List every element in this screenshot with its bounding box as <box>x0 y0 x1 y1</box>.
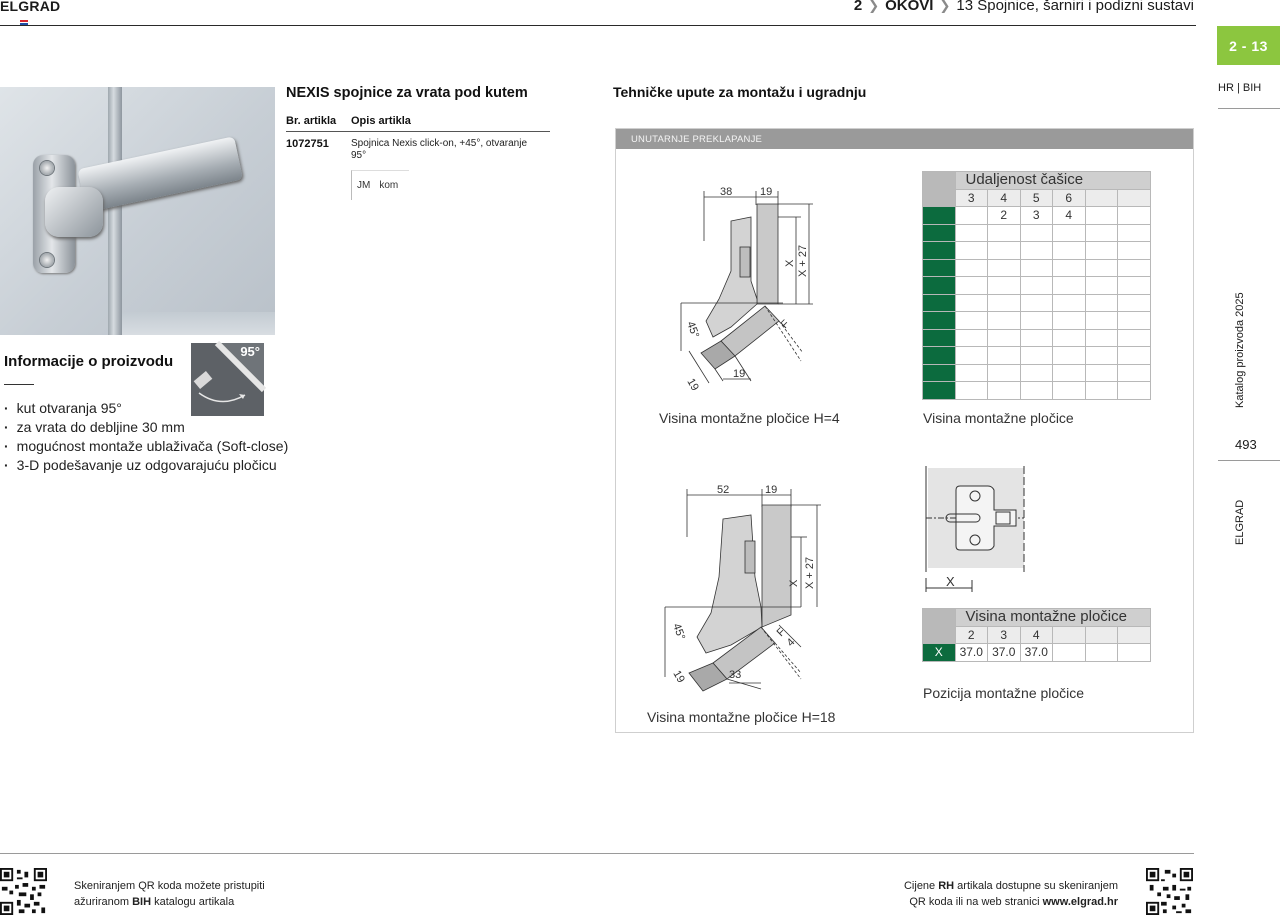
breadcrumb-section[interactable]: Spojnice, šarniri i podizni sustavi <box>977 0 1194 14</box>
table-cell: 5 <box>1020 189 1053 207</box>
dim-label: X <box>784 259 796 267</box>
chevron-right-icon: ❯ <box>939 0 951 13</box>
unit-box <box>351 170 409 200</box>
product-title: NEXIS spojnice za vrata pod kutem <box>286 85 528 101</box>
page-number: 493 <box>1235 437 1257 452</box>
footer-right-text <box>904 878 1118 910</box>
caption: Visina montažne pločice <box>923 410 1074 426</box>
dim-label: 45° <box>670 621 688 642</box>
footer-line: Cijene RH artikala dostupne su skeniranjem <box>903 880 1118 892</box>
side-brand: ELGRAD <box>1234 499 1246 545</box>
table-cell: 3 <box>988 626 1021 644</box>
footer-left-text <box>74 878 265 910</box>
footer-line: QR koda ili na web stranici www.elgrad.hr <box>909 896 1118 908</box>
product-photo <box>0 87 275 359</box>
language-label: HR | BIH <box>1218 82 1262 94</box>
qr-code-icon[interactable] <box>1146 868 1193 915</box>
table-cell: 2 <box>988 207 1021 225</box>
table-cell: 4 <box>1020 626 1053 644</box>
table-cell: 2 <box>955 626 988 644</box>
drawing-2-labels <box>651 477 861 697</box>
caption: Visina montažne pločice H=4 <box>659 410 840 426</box>
list-item: · mogućnost montaže ublaživača (Soft-close) <box>4 437 288 456</box>
screw-icon <box>40 161 54 175</box>
dim-label: 45° <box>684 319 702 340</box>
info-title: Informacije o proizvodu <box>4 353 174 370</box>
table-row-label: X <box>923 644 956 662</box>
dim-label: F <box>778 317 792 332</box>
screw-icon <box>40 253 54 267</box>
feature-list <box>4 399 288 475</box>
dim-label: 38 <box>720 186 733 198</box>
plate-position-drawing <box>922 464 1032 599</box>
list-item: · 3-D podešavanje uz odgovarajuću pločicu <box>4 456 288 475</box>
dim-label: 19 <box>733 368 746 380</box>
dim-label: 4 <box>784 636 798 650</box>
table-cell: 4 <box>988 189 1021 207</box>
breadcrumb-chapter-number[interactable]: 2 <box>853 0 863 14</box>
table-cell: 37.0 <box>955 644 988 662</box>
dim-label: X + 27 <box>804 556 816 589</box>
dim-label: 33 <box>729 669 742 681</box>
side-divider <box>1218 460 1280 461</box>
caption: Pozicija montažne pločice <box>923 685 1085 701</box>
table-cell: 3 <box>1020 207 1053 225</box>
dim-label: X <box>788 579 800 587</box>
cup-distance-table <box>922 171 1151 400</box>
angle-label: 95° <box>240 344 260 359</box>
section-tab[interactable]: 2 - 13 <box>1217 26 1280 65</box>
table-cell: 37.0 <box>988 644 1021 662</box>
table-cell: 6 <box>1053 189 1086 207</box>
technical-panel <box>615 128 1194 733</box>
list-item: · za vrata do debljine 30 mm <box>4 418 288 437</box>
table-cell: 3 <box>955 189 988 207</box>
footer-line: ažuriranom BIH katalogu artikala <box>74 896 235 908</box>
caption: Visina montažne pločice H=18 <box>647 709 836 725</box>
breadcrumb-section-number[interactable]: 13 <box>956 0 974 14</box>
breadcrumb-chapter[interactable]: OKOVI <box>885 0 934 14</box>
list-item: · kut otvaranja 95° <box>4 399 288 418</box>
table-cell: 4 <box>1053 207 1086 225</box>
dim-label: X + 27 <box>797 244 809 277</box>
table-cell: 37.0 <box>1020 644 1053 662</box>
info-divider <box>4 384 34 385</box>
brand-logo-text: ELGRAD <box>0 0 61 14</box>
dim-label: X <box>946 574 955 589</box>
header-divider <box>0 25 1196 26</box>
article-code[interactable]: 1072751 <box>286 138 329 150</box>
unit-label: JM <box>357 180 371 191</box>
chevron-right-icon: ❯ <box>868 0 880 13</box>
panel-header: UNUTARNJE PREKLAPANJE <box>616 129 1193 149</box>
plate-height-table <box>922 608 1151 662</box>
side-divider <box>1218 108 1280 109</box>
qr-code-icon[interactable] <box>0 868 47 915</box>
website-link[interactable]: www.elgrad.hr <box>1042 896 1118 908</box>
col-header-code: Br. artikla <box>286 115 337 127</box>
dim-label: F <box>774 625 788 640</box>
footer-line: Skeniranjem QR koda možete pristupiti <box>74 880 265 892</box>
dim-label: 19 <box>670 668 687 686</box>
dim-label: 19 <box>684 376 701 394</box>
dim-label: 52 <box>717 484 730 496</box>
breadcrumb <box>854 0 1194 14</box>
col-header-description: Opis artikla <box>351 115 411 127</box>
drawing-1-labels <box>661 181 861 396</box>
catalog-label: Katalog proizvoda 2025 <box>1234 292 1246 408</box>
unit-value: kom <box>379 180 399 191</box>
hinge-cup <box>45 187 103 237</box>
article-description: Spojnica Nexis click-on, +45°, otvaranje 95° <box>351 138 528 161</box>
table-header: Visina montažne pločice <box>955 609 1150 627</box>
footer-divider <box>0 853 1194 854</box>
dim-label: 19 <box>765 484 778 496</box>
table-header: Udaljenost čašice <box>955 172 1150 190</box>
table-header-divider <box>286 131 550 132</box>
tech-title: Tehničke upute za montažu i ugradnju <box>613 84 867 100</box>
dim-label: 19 <box>760 186 773 198</box>
